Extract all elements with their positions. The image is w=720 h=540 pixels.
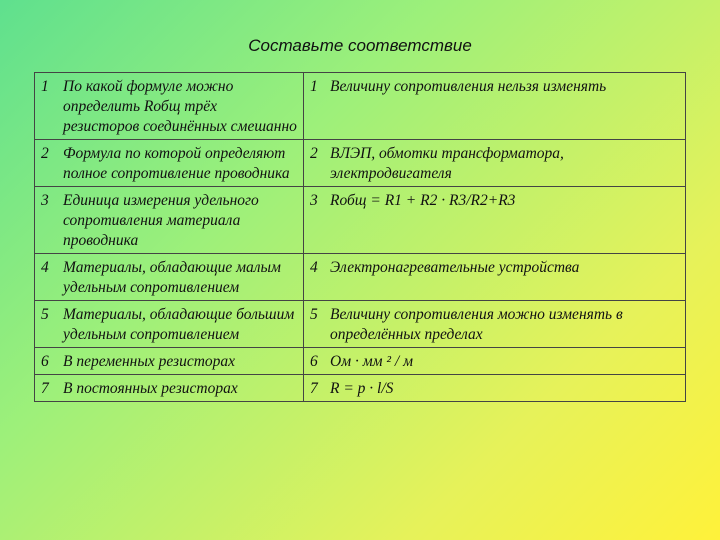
right-cell [304,348,686,375]
left-text: В постоянных резисторах [63,380,238,397]
left-number: 5 [41,306,49,323]
left-text: Материалы, обладающие малым удельным сопротивлением [63,259,281,296]
table-row [35,348,686,375]
right-number: 2 [310,145,318,162]
left-cell [35,375,304,402]
right-text: Ом · мм ² / м [330,353,413,370]
right-number: 3 [310,192,318,209]
table-row [35,187,686,254]
left-number: 1 [41,78,49,95]
left-text: По какой формуле можно определить Rобщ трёх резисторов соединённых смешанно [63,78,297,135]
table-row [35,301,686,348]
table-row [35,73,686,140]
left-number: 3 [41,192,49,209]
left-cell [35,301,304,348]
matching-table [34,72,686,402]
table-row [35,140,686,187]
left-cell [35,73,304,140]
table-row [35,254,686,301]
left-number: 7 [41,380,49,397]
right-cell [304,301,686,348]
left-number: 4 [41,259,49,276]
left-cell [35,348,304,375]
right-text: Rобщ = R1 + R2 · R3/R2+R3 [330,192,516,209]
right-text: Электронагревательные устройства [330,259,580,276]
left-number: 6 [41,353,49,370]
right-text: Величину сопротивления можно изменять в определённых пределах [330,306,623,343]
right-text: Величину сопротивления нельзя изменять [330,78,607,95]
right-number: 4 [310,259,318,276]
right-cell [304,140,686,187]
page-title: Составьте соответствие [248,36,472,55]
right-number: 5 [310,306,318,323]
right-text: R = p · l/S [330,380,394,397]
right-number: 6 [310,353,318,370]
right-cell [304,254,686,301]
left-number: 2 [41,145,49,162]
right-cell [304,187,686,254]
right-cell [304,73,686,140]
left-text: Единица измерения удельного сопротивления материала проводника [63,192,259,249]
right-text: ВЛЭП, обмотки трансформатора, электродвигателя [330,145,564,182]
left-cell [35,254,304,301]
left-text: Формула по которой определяют полное сопротивление проводника [63,145,290,182]
table-row [35,375,686,402]
left-text: Материалы, обладающие большим удельным сопротивлением [63,306,295,343]
left-cell [35,140,304,187]
right-number: 1 [310,78,318,95]
left-cell [35,187,304,254]
right-number: 7 [310,380,318,397]
left-text: В переменных резисторах [63,353,236,370]
right-cell [304,375,686,402]
